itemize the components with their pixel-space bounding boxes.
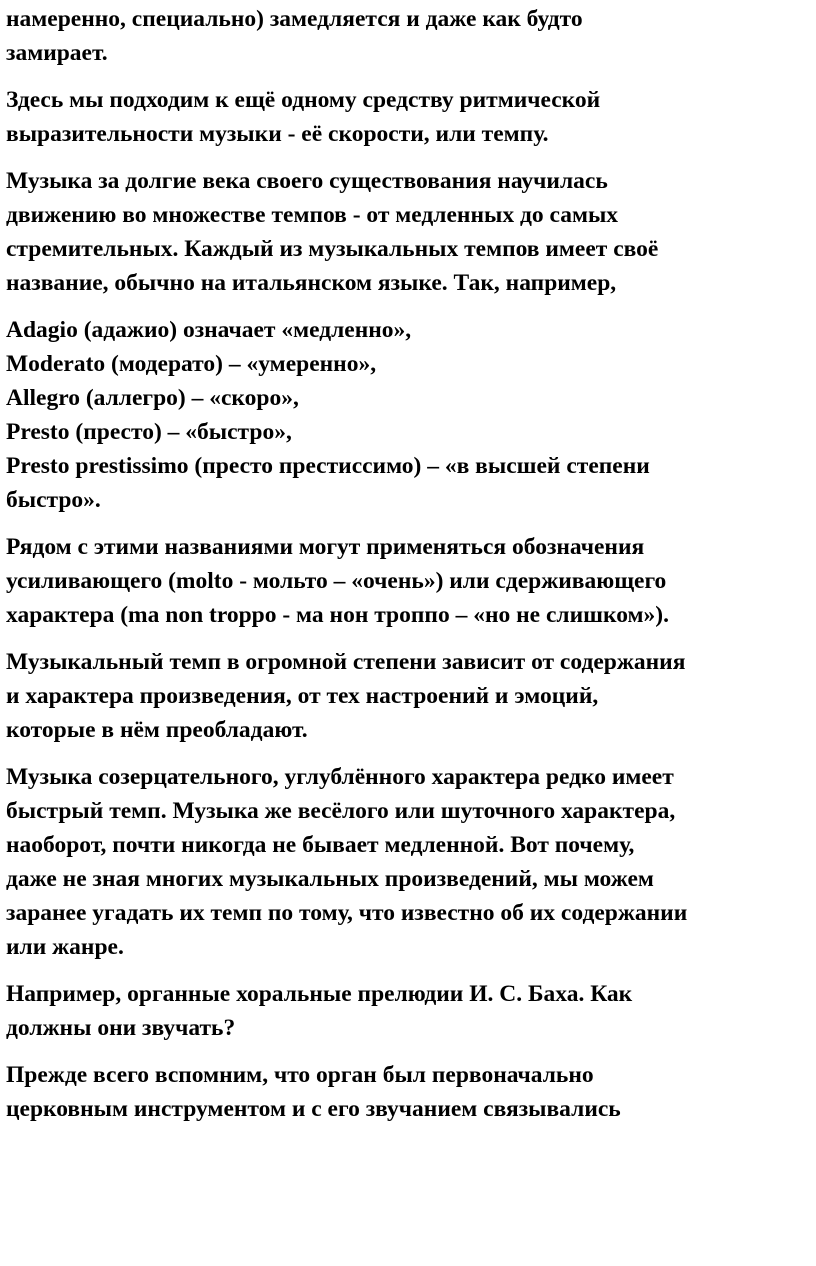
paragraph-modifiers — [6, 530, 814, 632]
text-line: Например, органные хоральные прелюдии И. С. Баха. Как — [6, 981, 633, 1007]
tempo-term-allegro: Allegro (аллегро) – «скоро», — [6, 385, 299, 411]
tempo-term-prestissimo-continued: быстро». — [6, 487, 101, 513]
text-line: наоборот, почти никогда не бывает медленной. Вот почему, — [6, 832, 635, 858]
paragraph-intro-continuation — [6, 2, 814, 70]
text-line: название, обычно на итальянском языке. Так, например, — [6, 270, 617, 296]
text-line: Музыкальный темп в огромной степени зависит от содержания — [6, 649, 686, 675]
paragraph-contemplative-music — [6, 760, 814, 964]
text-line: Музыка созерцательного, углублённого характера редко имеет — [6, 764, 674, 790]
text-line: усиливающего (molto - мольто – «очень») или сдерживающего — [6, 568, 667, 594]
text-line: которые в нём преобладают. — [6, 717, 308, 743]
text-line: Рядом с этими названиями могут применяться обозначения — [6, 534, 645, 560]
tempo-term-prestissimo: Presto prestissimo (престо престиссимо) – «в высшей степени — [6, 453, 650, 479]
text-line: даже не зная многих музыкальных произведений, мы можем — [6, 866, 654, 892]
text-line: церковным инструментом и с его звучанием связывались — [6, 1096, 621, 1122]
text-line: движению во множестве темпов - от медленных до самых — [6, 202, 619, 228]
text-line: замирает. — [6, 40, 108, 66]
text-line: Прежде всего вспомним, что орган был первоначально — [6, 1062, 594, 1088]
text-line: должны они звучать? — [6, 1015, 236, 1041]
text-line: намеренно, специально) замедляется и даже как будто — [6, 6, 583, 32]
paragraph-bach-example — [6, 977, 814, 1045]
text-line: и характера произведения, от тех настроений и эмоций, — [6, 683, 599, 709]
text-line: Музыка за долгие века своего существования научилась — [6, 168, 608, 194]
paragraph-tempo-intro — [6, 83, 814, 151]
text-line: выразительности музыки - её скорости, или темпу. — [6, 121, 549, 147]
paragraph-tempo-content — [6, 645, 814, 747]
text-line: стремительных. Каждый из музыкальных темпов имеет своё — [6, 236, 659, 262]
text-line: характера (ma non troppo - ма нон троппо – «но не слишком»). — [6, 602, 669, 628]
document-page — [6, 2, 814, 1139]
paragraph-organ — [6, 1058, 814, 1126]
tempo-terms-list — [6, 313, 814, 517]
text-line: или жанре. — [6, 934, 124, 960]
text-line: заранее угадать их темп по тому, что известно об их содержании — [6, 900, 688, 926]
tempo-term-adagio: Adagio (адажио) означает «медленно», — [6, 317, 412, 343]
text-line: Здесь мы подходим к ещё одному средству ритмической — [6, 87, 601, 113]
tempo-term-moderato: Moderato (модерато) – «умеренно», — [6, 351, 377, 377]
tempo-term-presto: Presto (престо) – «быстро», — [6, 419, 292, 445]
text-line: быстрый темп. Музыка же весёлого или шуточного характера, — [6, 798, 676, 824]
paragraph-tempo-history — [6, 164, 814, 300]
